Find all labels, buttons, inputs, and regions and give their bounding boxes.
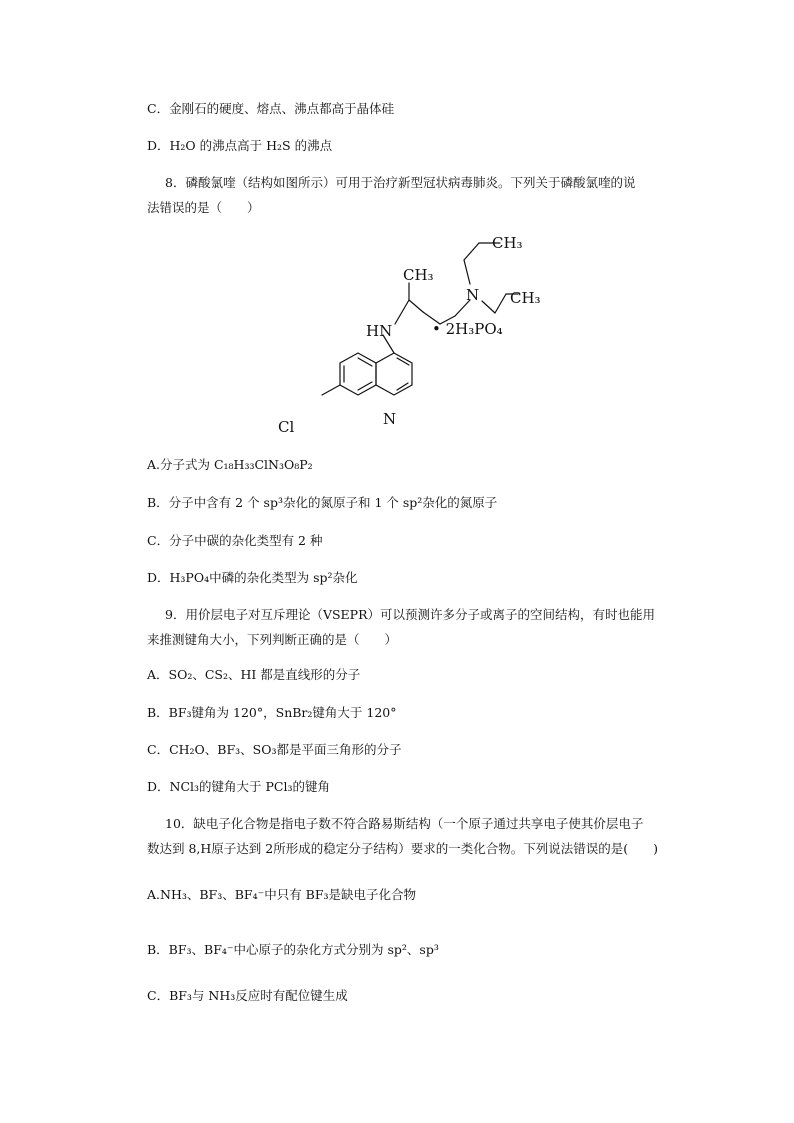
pyridine-double-1 — [397, 358, 409, 365]
q8-stem-line1: 8．磷酸氯喹（结构如图所示）可用于治疗新型冠状病毒肺炎。下列关于磷酸氯喹的说 — [165, 175, 636, 190]
q9-stem-line2: 来推测键角大小，下列判断正确的是（ ） — [147, 632, 398, 647]
q8-option-b: B．分子中含有 2 个 sp³杂化的氮原子和 1 个 sp²杂化的氮原子 — [147, 495, 498, 510]
q8-stem-line2: 法错误的是（ ） — [147, 200, 260, 215]
prev-option-d: D．H₂O 的沸点高于 H₂S 的沸点 — [147, 138, 333, 153]
pyridine-ring — [376, 353, 412, 395]
q10-stem-line2: 数达到 8,H原子达到 2所形成的稳定分子结构）要求的一类化合物。下列说法错误的是( ) — [147, 841, 658, 856]
q8-option-a: A.分子式为 C₁₈H₃₃ClN₃O₈P₂ — [147, 457, 313, 472]
ch3-left-label: CH₃ — [403, 266, 434, 284]
benzene-ring — [340, 353, 376, 395]
ch3-top-label: CH₃ — [492, 234, 523, 252]
chain-bond-4 — [409, 300, 423, 312]
n-ethyl-bond-1 — [482, 301, 495, 313]
cl-bond — [322, 385, 340, 395]
ring-n-label: N — [383, 410, 397, 428]
q8-option-c: C．分子中碳的杂化类型有 2 种 — [147, 533, 323, 548]
chloroquine-phosphate-structure — [270, 228, 560, 443]
pyridine-double-2 — [397, 383, 408, 390]
n-ethyl-bond-2 — [495, 294, 506, 313]
q9-option-a: A．SO₂、CS₂、HI 都是直线形的分子 — [147, 667, 361, 682]
ethyl-bond-2 — [464, 260, 470, 284]
q9-option-b: B．BF₃键角为 120°，SnBr₂键角大于 120° — [147, 705, 397, 720]
hn-label: HN — [366, 322, 393, 340]
q9-option-d: D．NCl₃的键角大于 PCl₃的键角 — [147, 779, 330, 794]
q10-stem-line1: 10．缺电子化合物是指电子数不符合路易斯结构（一个原子通过共享电子使其价层电子 — [165, 816, 644, 831]
prev-option-c: C．金刚石的硬度、熔点、沸点都高于晶体硅 — [147, 101, 395, 116]
q10-option-b: B．BF₃、BF₄⁻中心原子的杂化方式分别为 sp²、sp³ — [147, 942, 439, 957]
q10-option-c: C．BF₃与 NH₃反应时有配位键生成 — [147, 988, 348, 1003]
ethyl-bond-1 — [464, 243, 479, 260]
q10-option-a: A.NH₃、BF₃、BF₄⁻中只有 BF₃是缺电子化合物 — [147, 887, 417, 902]
nh-bond — [395, 300, 409, 324]
phosphate-salt-label: • 2H₃PO₄ — [432, 320, 503, 338]
q9-option-c: C．CH₂O、BF₃、SO₃都是平面三角形的分子 — [147, 742, 402, 757]
cl-label: Cl — [278, 418, 295, 436]
amine-n-label: N — [466, 286, 480, 304]
q9-stem-line1: 9．用价层电子对互斥理论（VSEPR）可以预测许多分子或离子的空间结构，有时也能用 — [165, 607, 655, 622]
q8-option-d: D．H₃PO₄中磷的杂化类型为 sp²杂化 — [147, 570, 358, 585]
ch3-right-label: CH₃ — [510, 289, 541, 307]
